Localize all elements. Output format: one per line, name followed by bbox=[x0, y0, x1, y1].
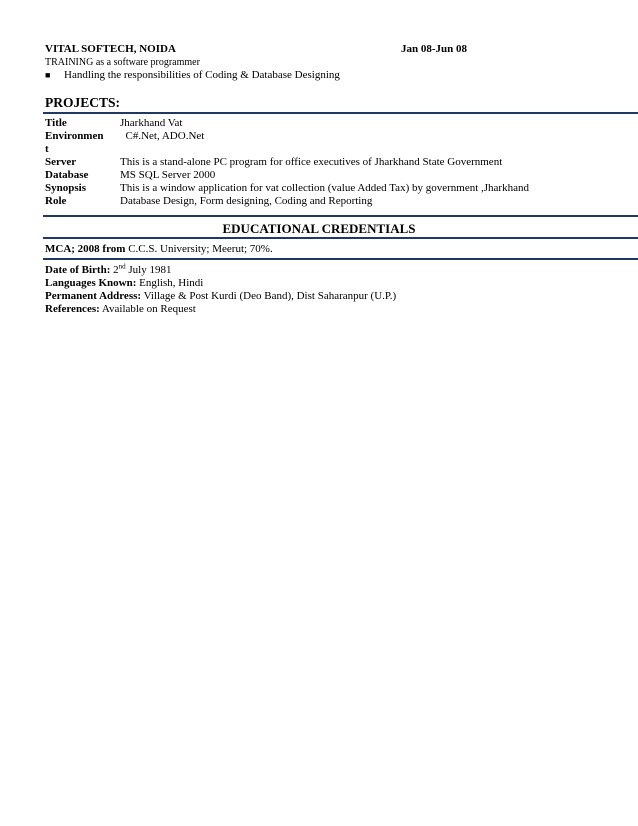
project-row bbox=[45, 130, 635, 143]
project-value: C#.Net, ADO.Net bbox=[120, 130, 205, 142]
dob-day: 2 bbox=[110, 264, 119, 276]
degree-value: C.C.S. University; Meerut; 70%. bbox=[125, 243, 273, 255]
employment-dates: Jan 08-Jun 08 bbox=[401, 43, 468, 55]
project-label: Title bbox=[45, 117, 67, 129]
project-details-table bbox=[45, 117, 635, 208]
dob-line bbox=[45, 264, 171, 277]
languages-label: Languages Known: bbox=[45, 277, 137, 289]
project-label: Database bbox=[45, 169, 89, 181]
project-label: Server bbox=[45, 156, 77, 168]
project-value: This is a window application for vat collection (value Added Tax) by government ,Jharkhand bbox=[120, 182, 529, 194]
project-row bbox=[45, 182, 635, 195]
project-label: Environmen bbox=[45, 130, 104, 142]
references-label: References: bbox=[45, 303, 100, 315]
project-value: Database Design, Form designing, Coding and Reporting bbox=[120, 195, 373, 207]
languages-value: English, Hindi bbox=[136, 277, 204, 289]
education-heading-text: EDUCATIONAL CREDENTIALS bbox=[222, 221, 416, 236]
project-label: t bbox=[45, 143, 49, 155]
languages-line bbox=[45, 277, 203, 290]
address-label: Permanent Address: bbox=[45, 290, 142, 302]
project-label: Synopsis bbox=[45, 182, 86, 194]
project-row bbox=[45, 117, 635, 130]
references-value: Available on Request bbox=[99, 303, 196, 315]
section-divider bbox=[43, 237, 638, 239]
dob-label: Date of Birth: bbox=[45, 264, 111, 276]
project-row bbox=[45, 156, 635, 169]
company-name: VITAL SOFTECH, NOIDA bbox=[45, 43, 176, 55]
project-row bbox=[45, 195, 635, 208]
dob-suffix: nd bbox=[118, 262, 126, 271]
project-value: MS SQL Server 2000 bbox=[120, 169, 216, 181]
education-heading bbox=[0, 221, 638, 236]
references-line bbox=[45, 303, 196, 316]
bullet-square-icon: ■ bbox=[45, 70, 51, 80]
project-row bbox=[45, 143, 635, 156]
degree-line bbox=[45, 243, 273, 256]
training-role: TRAINING as a software programmer bbox=[45, 57, 200, 68]
project-row bbox=[45, 169, 635, 182]
dob-rest: July 1981 bbox=[125, 264, 172, 276]
section-divider bbox=[43, 215, 638, 217]
address-value: Village & Post Kurdi (Deo Band), Dist Saharanpur (U.P.) bbox=[141, 290, 397, 302]
project-label: Role bbox=[45, 195, 67, 207]
project-value: Jharkhand Vat bbox=[120, 117, 183, 129]
address-line bbox=[45, 290, 396, 303]
responsibility-item: Handling the responsibilities of Coding & Database Designing bbox=[64, 69, 340, 81]
section-divider bbox=[43, 112, 638, 114]
project-value: This is a stand-alone PC program for office executives of Jharkhand State Government bbox=[120, 156, 503, 168]
degree-label: MCA; 2008 from bbox=[45, 243, 126, 255]
section-divider bbox=[43, 258, 638, 260]
projects-heading: PROJECTS: bbox=[45, 95, 121, 110]
